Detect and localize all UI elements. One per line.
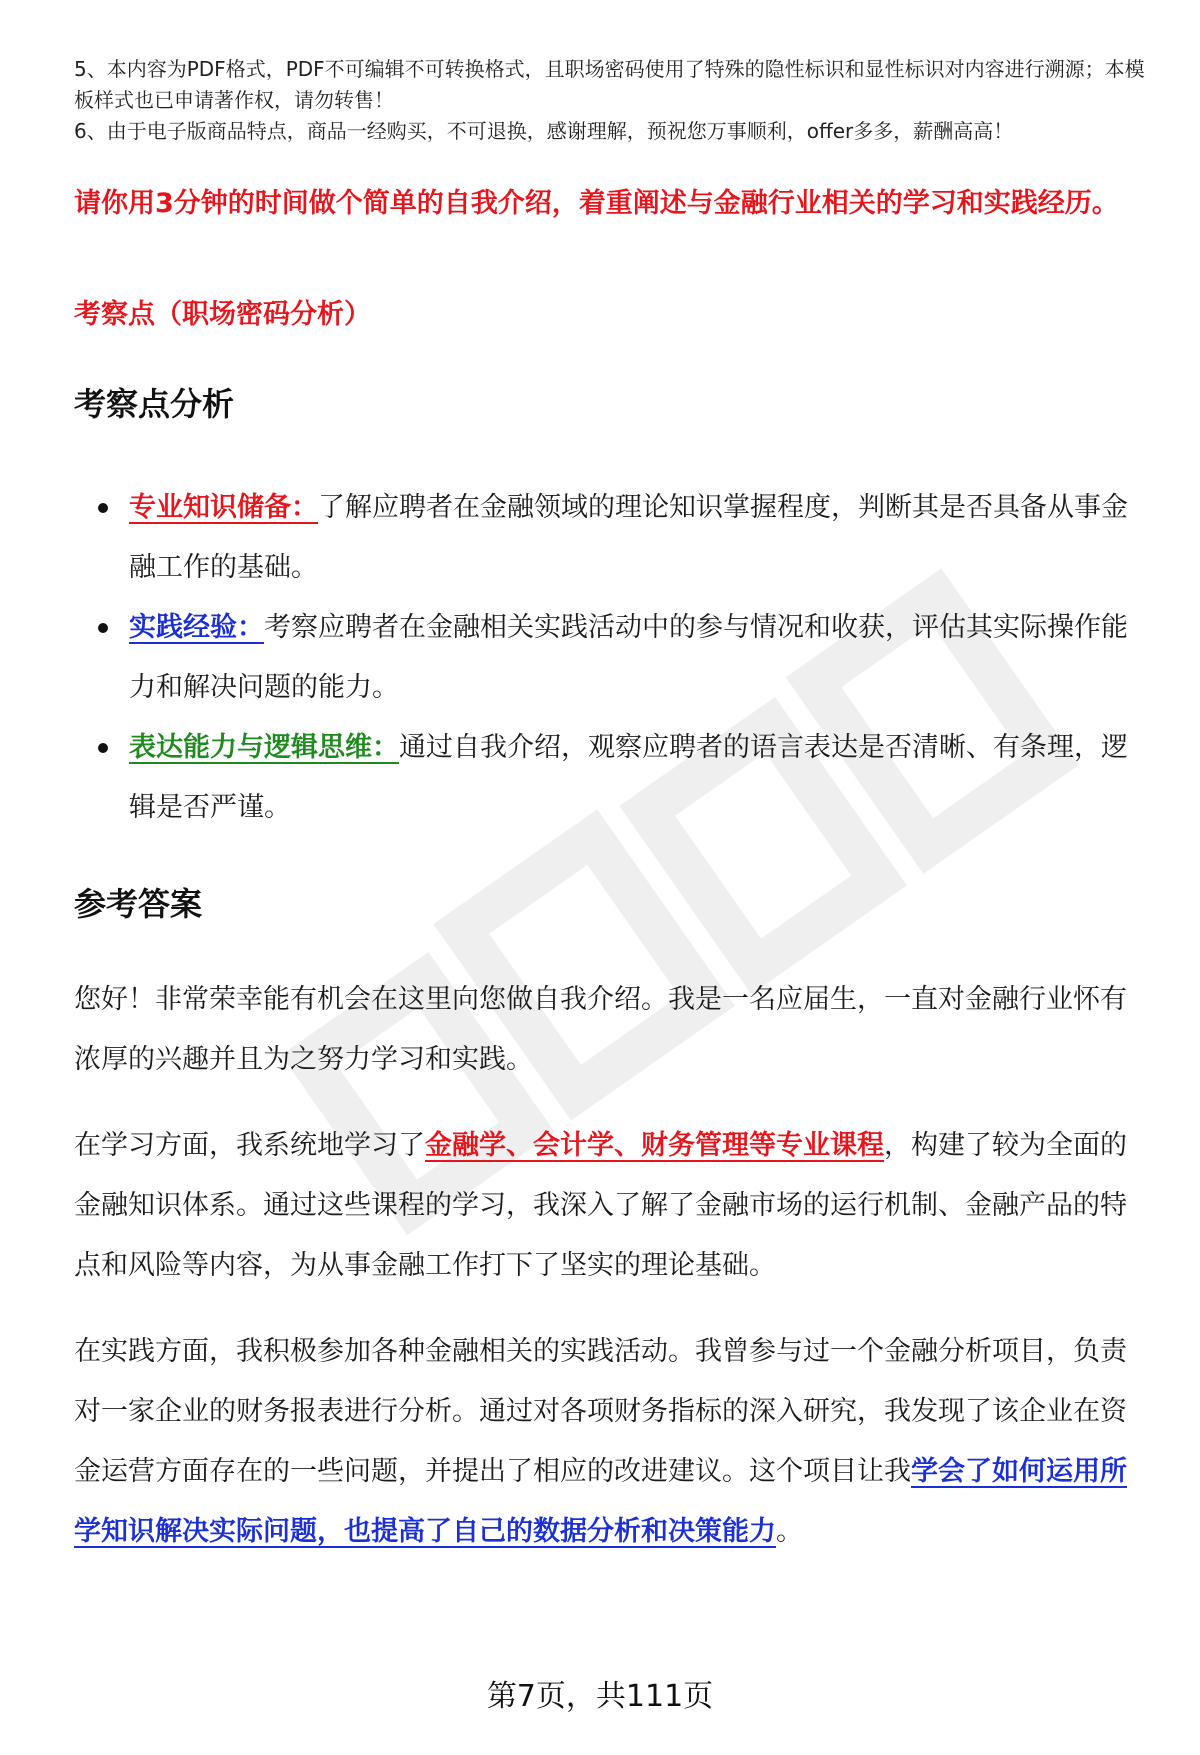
list-item <box>74 598 1144 718</box>
notice-block <box>74 54 1164 147</box>
keyword-expression: 表达能力与逻辑思维： <box>129 732 399 763</box>
subhead-analysis: 考察点（职场密码分析） <box>74 299 371 330</box>
notice-item-5: 5、本内容为PDF格式，PDF不可编辑不可转换格式，且职场密码使用了特殊的隐性标识和显性标识对内容进行溯源；本模板样式也已申请著作权，请勿转售！ <box>74 57 1145 112</box>
item-text: 了解应聘者在金融领域的理论知识掌握程度，判断其是否具备从事金融工作的基础。 <box>129 492 1128 583</box>
paragraph-text: ，构建了较为全面的金融知识体系。通过这些课程的学习，我深入了解了金融市场的运行机制、金融产品的特点和风险等内容，为从事金融工作打下了坚实的理论基础。 <box>74 1130 1127 1281</box>
answer-paragraph-3 <box>74 1322 1144 1562</box>
list-item <box>74 718 1144 838</box>
paragraph-text: 。 <box>776 1516 803 1547</box>
bullet-icon <box>98 743 108 753</box>
keyword-knowledge: 专业知识储备： <box>129 492 318 523</box>
paragraph-text: 在学习方面，我系统地学习了 <box>74 1130 425 1161</box>
answer-paragraph-2 <box>74 1116 1144 1296</box>
section-title-answer: 参考答案 <box>74 885 203 923</box>
item-text: 考察应聘者在金融相关实践活动中的参与情况和收获，评估其实际操作能力和解决问题的能力。 <box>129 612 1128 703</box>
interview-question: 请你用3分钟的时间做个简单的自我介绍，着重阐述与金融行业相关的学习和实践经历。 <box>74 188 1119 219</box>
bullet-icon <box>98 503 108 513</box>
item-text: 通过自我介绍，观察应聘者的语言表达是否清晰、有条理，逻辑是否严谨。 <box>129 732 1128 823</box>
highlight-skills: 学会了如何运用所学知识解决实际问题，也提高了自己的数据分析和决策能力 <box>74 1456 1127 1547</box>
analysis-list <box>74 478 1144 838</box>
section-title-analysis: 考察点分析 <box>74 385 235 423</box>
list-item <box>74 478 1144 598</box>
answer-paragraph-1: 您好！非常荣幸能有机会在这里向您做自我介绍。我是一名应届生，一直对金融行业怀有浓厚的兴趣并且为之努力学习和实践。 <box>74 984 1127 1075</box>
keyword-practice: 实践经验： <box>129 612 264 643</box>
bullet-icon <box>98 623 108 633</box>
paragraph-text: 在实践方面，我积极参加各种金融相关的实践活动。我曾参与过一个金融分析项目，负责对一家企业的财务报表进行分析。通过对各项财务指标的深入研究，我发现了该企业在资金运营方面存在的一些问题，并提出了相应的改进建议。这个项目让我 <box>74 1336 1127 1487</box>
page-number: 第7页，共111页 <box>486 1679 714 1714</box>
highlight-courses: 金融学、会计学、财务管理等专业课程 <box>425 1130 884 1161</box>
notice-item-6: 6、由于电子版商品特点，商品一经购买，不可退换，感谢理解，预祝您万事顺利，offer多多，薪酬高高！ <box>74 119 1014 143</box>
